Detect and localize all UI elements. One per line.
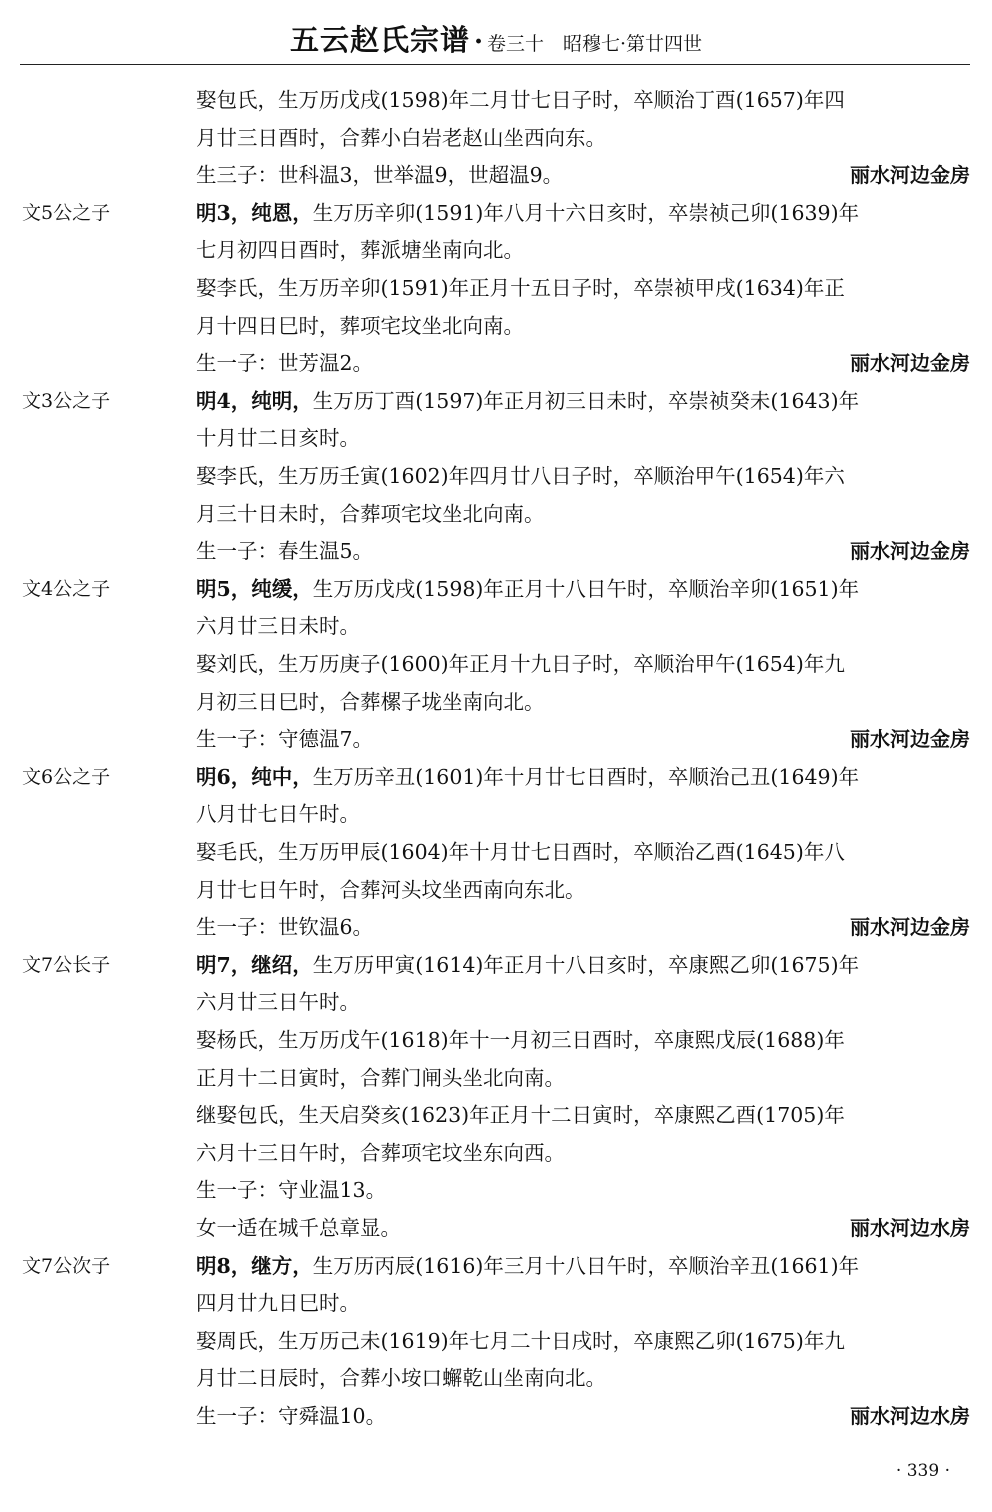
entry-line [196,460,970,492]
member-name: 明4，纯明， [196,388,313,413]
entry-line [196,1174,970,1206]
entry-text: 四月廿九日巳时。 [196,1291,360,1316]
entry-line [196,723,796,755]
entry-text: 七月初四日酉时，葬派塘坐南向北。 [196,238,524,263]
entry-line [196,347,796,379]
entry-line [196,686,970,718]
entry-text: 六月十三日午时，合葬项宅坟坐东向西。 [196,1140,565,1165]
entry-text: 生一子：春生温5。 [196,539,374,564]
entry-text: 生一子：世芳温2。 [196,351,374,376]
entry-line [196,535,796,567]
entry-text: 生万历丁酉(1597)年正月初三日未时，卒崇祯癸未(1643)年 [312,388,860,413]
member-name: 明3，纯恩， [196,200,313,225]
genealogy-title: 五云赵氏宗谱 [289,23,470,57]
page-header [0,18,992,64]
entry-line [196,761,970,793]
entry-text: 生万历戊戌(1598)年正月十八日午时，卒顺治辛卯(1651)年 [312,576,860,601]
member-name: 明5，纯缓， [196,576,313,601]
page-number: · 339 · [895,1461,950,1481]
entry-line [196,272,970,304]
entry-line [196,798,970,830]
title-separator-dot: · [473,27,484,57]
entry-line [196,385,970,417]
entry-text: 娶包氏，生万历戊戌(1598)年二月廿七日子时，卒顺治丁酉(1657)年四 [196,88,845,112]
entry-text: 娶李氏，生万历壬寅(1602)年四月廿八日子时，卒顺治甲午(1654)年六 [196,464,845,488]
entry-text: 生万历辛丑(1601)年十月廿七日酉时，卒顺治己丑(1649)年 [312,764,860,789]
entry-text: 娶毛氏，生万历甲辰(1604)年十月廿七日酉时，卒顺治乙酉(1645)年八 [196,840,845,864]
entry-line [196,1400,796,1432]
entry-text: 生一子：世钦温6。 [196,915,374,940]
entry-text: 娶刘氏，生万历庚子(1600)年正月十九日子时，卒顺治甲午(1654)年九 [196,652,845,676]
entry-text: 继娶包氏，生天启癸亥(1623)年正月十二日寅时，卒康熙乙酉(1705)年 [196,1103,845,1128]
entry-text: 八月廿七日午时。 [196,802,360,827]
entry-line [196,1250,970,1282]
branch-label: 丽水河边金房 [850,163,970,188]
entry-text: 十月廿二日亥时。 [196,426,360,451]
parent-reference: 文7公长子 [22,953,111,976]
entry-line [196,911,796,943]
member-name: 明7，继绍， [196,952,313,977]
entry-line [196,648,970,680]
entry-text: 生一子：守舜温10。 [196,1404,387,1428]
entry-line [196,1099,970,1131]
entry-line [196,84,970,116]
entry-line [196,610,970,642]
header-rule [20,64,970,65]
entry-line [196,122,970,154]
entry-text: 生三子：世科温3，世举温9，世超温9。 [196,163,564,188]
branch-label: 丽水河边水房 [850,1404,970,1428]
entry-text: 月廿三日酉时，合葬小白岩老赵山坐西向东。 [196,125,606,150]
entry-line [196,949,970,981]
volume-subtitle: 卷三十 昭穆七·第廿四世 [487,33,703,55]
entry-text: 生一子：守业温13。 [196,1178,387,1203]
entry-line [196,234,970,266]
entry-line [196,836,970,868]
entry-line [196,573,970,605]
entry-text: 女一适在城千总章显。 [196,1216,401,1240]
member-name: 明6，纯中， [196,764,313,789]
parent-reference: 文3公之子 [22,389,111,412]
entry-line [196,1062,970,1094]
branch-label: 丽水河边金房 [850,539,970,564]
entry-line [196,1362,970,1394]
entry-text: 生万历甲寅(1614)年正月十八日亥时，卒康熙乙卯(1675)年 [312,952,860,977]
entry-text: 生万历丙辰(1616)年三月十八日午时，卒顺治辛丑(1661)年 [312,1253,860,1278]
entry-text: 娶李氏，生万历辛卯(1591)年正月十五日子时，卒崇祯甲戌(1634)年正 [196,276,845,300]
entry-line [196,986,970,1018]
entry-text: 生万历辛卯(1591)年八月十六日亥时，卒崇祯己卯(1639)年 [312,200,860,225]
entry-line [196,874,970,906]
entry-text: 月廿二日辰时，合葬小垵口蠏乾山坐南向北。 [196,1366,606,1391]
entry-text: 六月廿三日午时。 [196,990,360,1015]
entry-line [196,310,970,342]
parent-reference: 文5公之子 [22,201,111,224]
entry-line [196,422,970,454]
branch-label: 丽水河边金房 [850,351,970,376]
entry-line [196,1287,970,1319]
entry-line [196,1212,796,1244]
entry-line [196,159,796,191]
entry-text: 月三十日未时，合葬项宅坟坐北向南。 [196,501,545,526]
branch-label: 丽水河边金房 [850,727,970,752]
branch-label: 丽水河边金房 [850,915,970,940]
entry-text: 月初三日巳时，合葬樏子垅坐南向北。 [196,689,545,714]
entry-line [196,1325,970,1357]
entry-text: 正月十二日寅时，合葬门闸头坐北向南。 [196,1065,565,1090]
branch-label: 丽水河边水房 [850,1216,970,1240]
parent-reference: 文4公之子 [22,577,111,600]
entry-text: 生一子：守德温7。 [196,727,374,752]
member-name: 明8，继方， [196,1253,313,1278]
parent-reference: 文6公之子 [22,765,111,788]
entry-text: 月廿七日午时，合葬河头坟坐西南向东北。 [196,877,586,902]
entry-line [196,197,970,229]
entry-text: 娶周氏，生万历己未(1619)年七月二十日戌时，卒康熙乙卯(1675)年九 [196,1328,845,1353]
entry-text: 月十四日巳时，葬项宅坟坐北向南。 [196,313,524,338]
entry-line [196,498,970,530]
entry-text: 娶杨氏，生万历戊午(1618)年十一月初三日酉时，卒康熙戊辰(1688)年 [196,1028,845,1052]
entry-line [196,1137,970,1169]
parent-reference: 文7公次子 [22,1254,111,1277]
entry-text: 六月廿三日未时。 [196,614,360,639]
entry-line [196,1024,970,1056]
